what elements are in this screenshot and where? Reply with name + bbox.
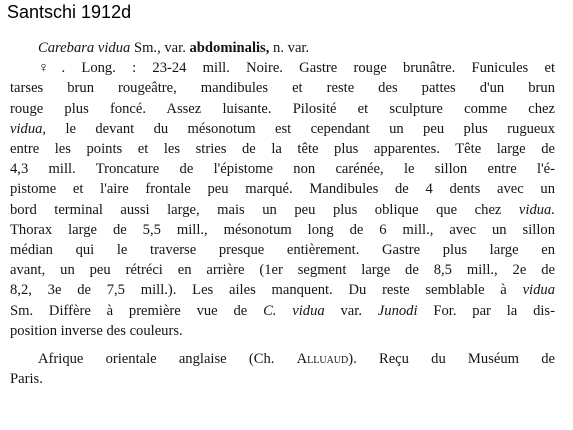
- description-line: entre les points et les stries de la tête plus apparentes. Tête large de: [10, 141, 555, 158]
- locality-text: ). Reçu du Muséum de: [348, 351, 555, 368]
- taxon-ref: vidua.: [518, 201, 555, 218]
- taxon-ref: vidua,: [10, 120, 47, 137]
- taxon-ref: Junodi: [377, 302, 418, 319]
- description-line: [10, 200, 555, 220]
- collector-name: Alluaud: [296, 351, 349, 368]
- description-line: [10, 280, 555, 300]
- variety-name: abdominalis,: [189, 40, 270, 56]
- description-line: pistome et l'aire frontale peu marqué. Mandibules de 4 dents avec un: [10, 181, 555, 198]
- description-line: [10, 119, 555, 139]
- locality-text: Afrique orientale anglaise (Ch.: [38, 351, 297, 368]
- description-line: position inverse des couleurs.: [10, 322, 183, 339]
- locality-line: Paris.: [10, 371, 43, 388]
- description-text: bord terminal aussi large, mais un peu plus oblique que chez: [10, 201, 519, 218]
- description-line: 4,3 mill. Troncature de l'épistome non carénée, le sillon entre l'é-: [10, 161, 555, 178]
- taxon-title: [10, 38, 555, 58]
- taxon-author: Sm., var.: [133, 40, 186, 56]
- taxon-ref: vidua: [522, 282, 555, 299]
- taxon-ref: C. vidua: [263, 302, 325, 319]
- description-text: le devant du mésonotum est cependant un peu plus rugueux: [46, 120, 555, 137]
- source-label: Santschi 1912d: [7, 2, 132, 22]
- locality-line: [10, 349, 555, 369]
- description-line: tarses brun rougeâtre, mandibules et reste des pattes d'un brun: [10, 80, 555, 97]
- description-text: Sm. Diffère à première vue de: [10, 302, 264, 319]
- species-description: [10, 38, 555, 389]
- description-line: avant, un peu rétréci en arrière (1er segment large de 8,5 mill., 2e de: [10, 262, 555, 279]
- description-text: For. par la dis-: [417, 302, 555, 319]
- description-line: médian qui le traverse presque entièrement. Gastre plus large en: [10, 242, 555, 259]
- description-line: Thorax large de 5,5 mill., mésonotum long de 6 mill., avec un sillon: [10, 221, 555, 238]
- description-line: rouge plus foncé. Assez luisante. Pilosité et sculpture comme chez: [10, 100, 555, 117]
- description-text: 8,2, 3e de 7,5 mill.). Les ailes manquent. Du reste semblable à: [10, 282, 523, 299]
- description-text: var.: [324, 302, 378, 319]
- description-line: ♀. Long. : 23-24 mill. Noire. Gastre rouge brunâtre. Funicules et: [38, 60, 555, 77]
- description-line: [10, 301, 555, 321]
- taxon-status: n. var.: [273, 40, 310, 56]
- taxon-name: Carebara vidua: [38, 40, 131, 56]
